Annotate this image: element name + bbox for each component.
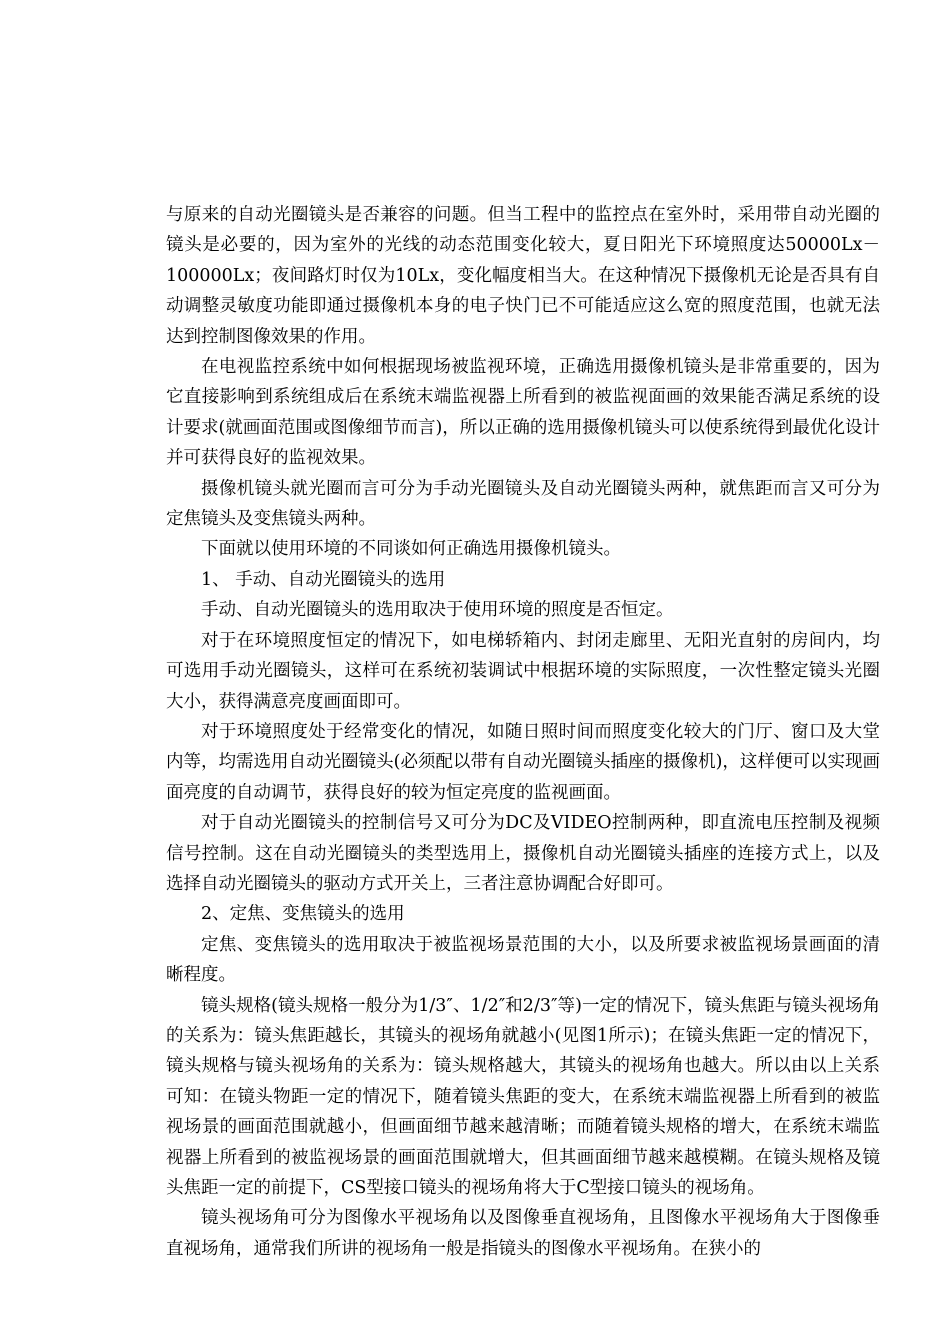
paragraph-9: 定焦、变焦镜头的选用取决于被监视场景范围的大小，以及所要求被监视场景画面的清晰程度。 (166, 934, 880, 986)
body-text (166, 200, 880, 1264)
paragraph-2: 在电视监控系统中如何根据现场被监视环境，正确选用摄像机镜头是非常重要的，因为它直接影响到系统组成后在系统末端监视器上所看到的被监视面画的效果能否满足系统的设计要求(就画面范围或图像细节而言)，所以正确的选用摄像机镜头可以使系统得到最优化设计并可获得良好的监视效果。 (166, 357, 880, 469)
paragraph-1: 与原来的自动光圈镜头是否兼容的问题。但当工程中的监控点在室外时，采用带自动光圈的镜头是必要的，因为室外的光线的动态范围变化较大，夏日阳光下环境照度达50000Lx－100000Lx；夜间路灯时仅为10Lx，变化幅度相当大。在这种情况下摄像机无论是否具有自动调整灵敏度功能即通过摄像机本身的电子快门已不可能适应这么宽的照度范围，也就无法达到控制图像效果的作用。 (166, 205, 880, 347)
paragraph-4: 下面就以使用环境的不同谈如何正确选用摄像机镜头。 (201, 539, 621, 560)
section-heading-1: 1、 手动、自动光圈镜头的选用 (201, 569, 446, 590)
paragraph-10: 镜头规格(镜头规格一般分为1/3″、1/2″和2/3″等)一定的情况下，镜头焦距与镜头视场角的关系为：镜头焦距越长，其镜头的视场角就越小(见图1所示)；在镜头焦距一定的情况下，镜头规格与镜头视场角的关系为：镜头规格越大，其镜头的视场角也越大。所以由以上关系可知：在镜头物距一定的情况下，随着镜头焦距的变大，在系统末端监视器上所看到的被监视场景的画面范围就越小，但画面细节越来越清晰；而随着镜头规格的增大，在系统末端监视器上所看到的被监视场景的画面范围就增大，但其画面细节越来越模糊。在镜头规格及镜头焦距一定的前提下，CS型接口镜头的视场角将大于C型接口镜头的视场角。 (166, 995, 880, 1198)
paragraph-11: 镜头视场角可分为图像水平视场角以及图像垂直视场角，且图像水平视场角大于图像垂直视场角，通常我们所讲的视场角一般是指镜头的图像水平视场角。在狭小的 (166, 1208, 880, 1259)
paragraph-3: 摄像机镜头就光圈而言可分为手动光圈镜头及自动光圈镜头两种，就焦距而言又可分为定焦镜头及变焦镜头两种。 (166, 478, 880, 530)
paragraph-7: 对于环境照度处于经常变化的情况，如随日照时间而照度变化较大的门厅、窗口及大堂内等，均需选用自动光圈镜头(必须配以带有自动光圈镜头插座的摄像机)，这样便可以实现画面亮度的自动调节，获得良好的较为恒定亮度的监视画面。 (166, 721, 880, 803)
paragraph-8: 对于自动光圈镜头的控制信号又可分为DC及VIDEO控制两种，即直流电压控制及视频信号控制。这在自动光圈镜头的类型选用上，摄像机自动光圈镜头插座的连接方式上，以及选择自动光圈镜头的驱动方式开关上，三者注意协调配合好即可。 (166, 813, 880, 894)
section-heading-2: 2、定焦、变焦镜头的选用 (201, 904, 405, 925)
paragraph-5: 手动、自动光圈镜头的选用取决于使用环境的照度是否恒定。 (201, 600, 674, 621)
paragraph-6: 对于在环境照度恒定的情况下，如电梯轿箱内、封闭走廊里、无阳光直射的房间内，均可选用手动光圈镜头，这样可在系统初装调试中根据环境的实际照度，一次性整定镜头光圈大小，获得满意亮度画面即可。 (166, 630, 880, 712)
